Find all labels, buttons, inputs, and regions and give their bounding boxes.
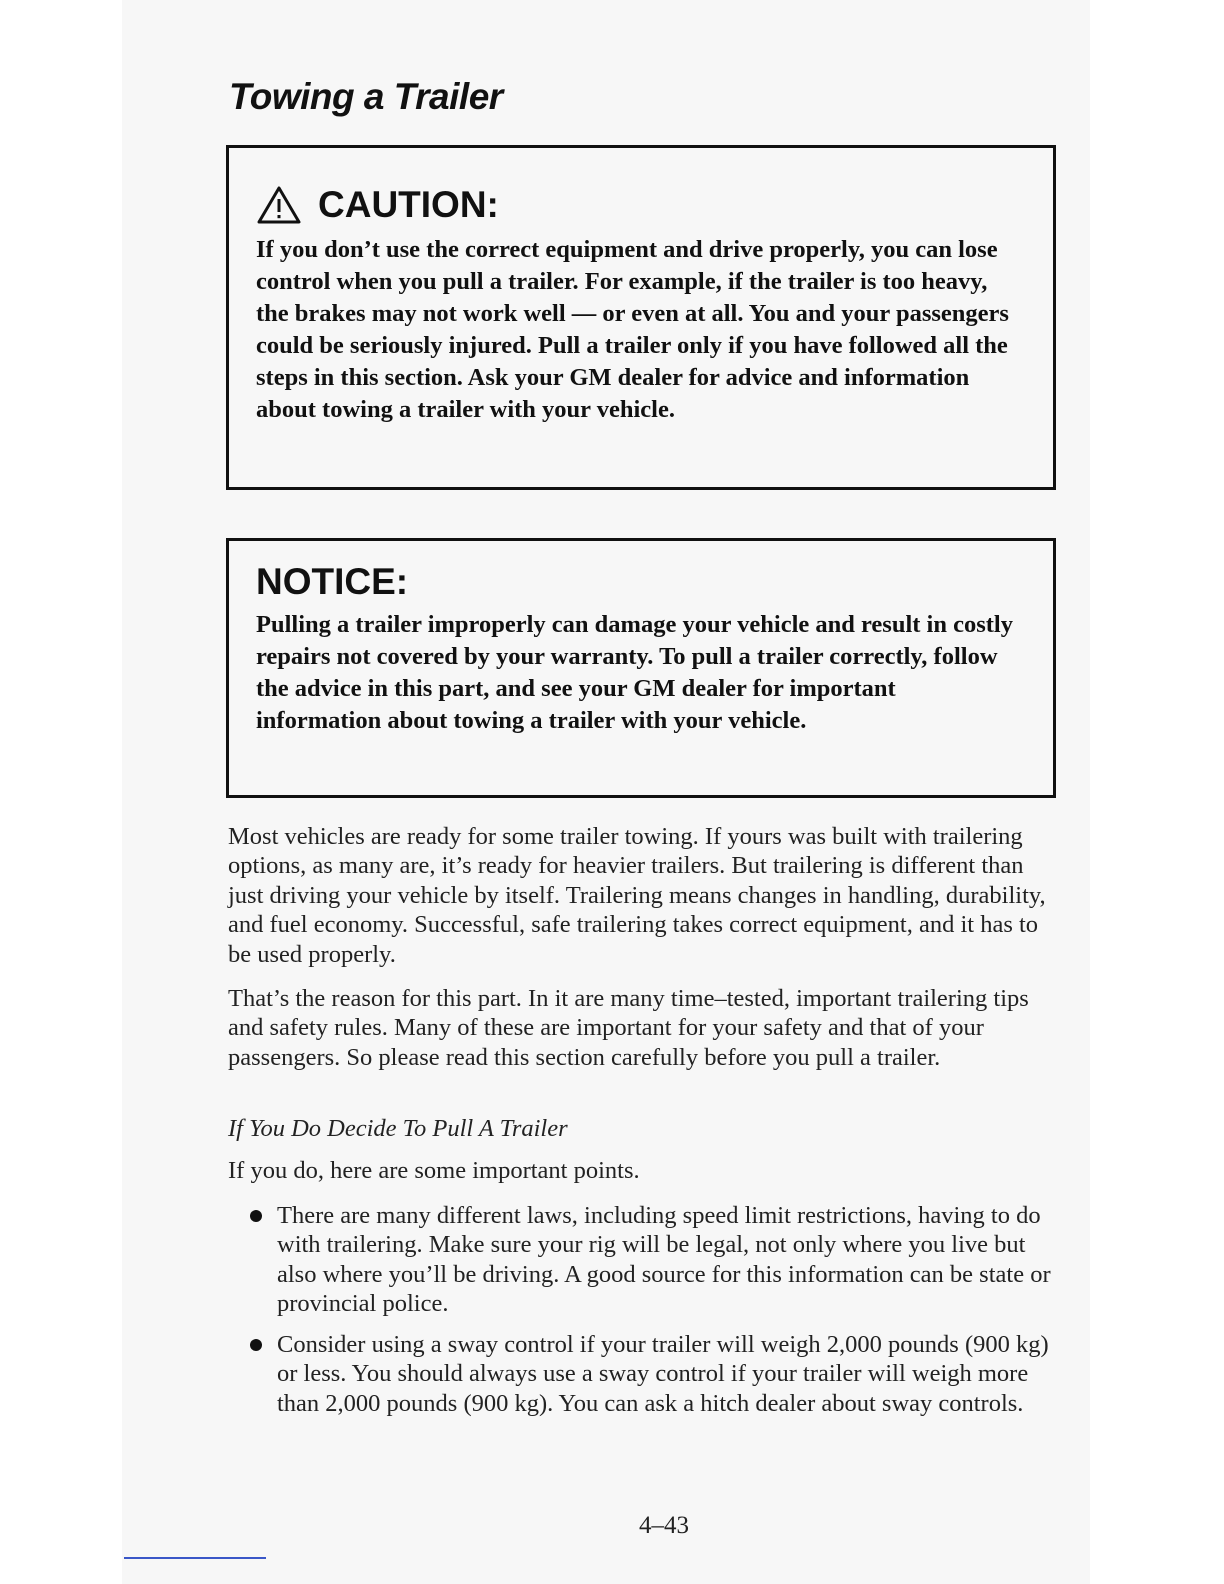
bullet-icon <box>250 1339 262 1351</box>
bullet-list-1 <box>250 1201 1060 1319</box>
bullet-text: Consider using a sway control if your trailer will weigh 2,000 pounds (900 kg) or less. You should always use a sway control if your trailer will weigh more than 2,000 pounds (900 kg). You can ask a hitch dealer about sway controls. <box>277 1331 1049 1417</box>
subheading: If You Do Decide To Pull A Trailer <box>228 1115 568 1142</box>
intro-text: If you do, here are some important points. <box>228 1157 640 1184</box>
list-item <box>250 1201 1060 1319</box>
notice-text: Pulling a trailer improperly can damage your vehicle and result in costly repairs not covered by your warranty. To pull a trailer correctly, follow the advice in this part, and see your GM dealer for important information about towing a trailer with your vehicle. <box>256 611 1013 734</box>
caution-heading: CAUTION: <box>318 184 499 225</box>
warning-triangle-icon <box>256 185 302 225</box>
list-item <box>250 1330 1060 1418</box>
paragraph-trailer-readiness: Most vehicles are ready for some trailer towing. If yours was built with trailering options, as many are, it’s ready for heavier trailers. But trailering is different than just driving your vehicle by itself. Trailering means changes in handling, durability, and fuel economy. Successful, safe trailering takes correct equipment, and it has to be used properly. <box>228 823 1046 968</box>
divider-line <box>124 1557 266 1559</box>
page-number: 4–43 <box>639 1512 689 1539</box>
caution-box <box>226 145 1056 490</box>
caution-text: If you don’t use the correct equipment and drive properly, you can lose control when you pull a trailer. For example, if the trailer is too heavy, the brakes may not work well — or even at all. You and your passengers could be seriously injured. Pull a trailer only if you have followed all the steps in this section. Ask your GM dealer for advice and information about towing a trailer with your vehicle. <box>256 236 1009 423</box>
notice-box <box>226 538 1056 798</box>
bullet-text: There are many different laws, including speed limit restrictions, having to do with trailering. Make sure your rig will be legal, not only where you live but also where you’ll be driving. A good source for this information can be state or provincial police. <box>277 1202 1051 1318</box>
notice-heading: NOTICE: <box>256 561 409 602</box>
paragraph-reason: That’s the reason for this part. In it are many time–tested, important trailering tips and safety rules. Many of these are important for your safety and that of your passengers. So please read this section carefully before you pull a trailer. <box>228 985 1029 1071</box>
caution-heading-row <box>256 184 499 226</box>
bullet-list-2 <box>250 1330 1060 1418</box>
page-title: Towing a Trailer <box>229 76 503 117</box>
bullet-icon <box>250 1210 262 1222</box>
